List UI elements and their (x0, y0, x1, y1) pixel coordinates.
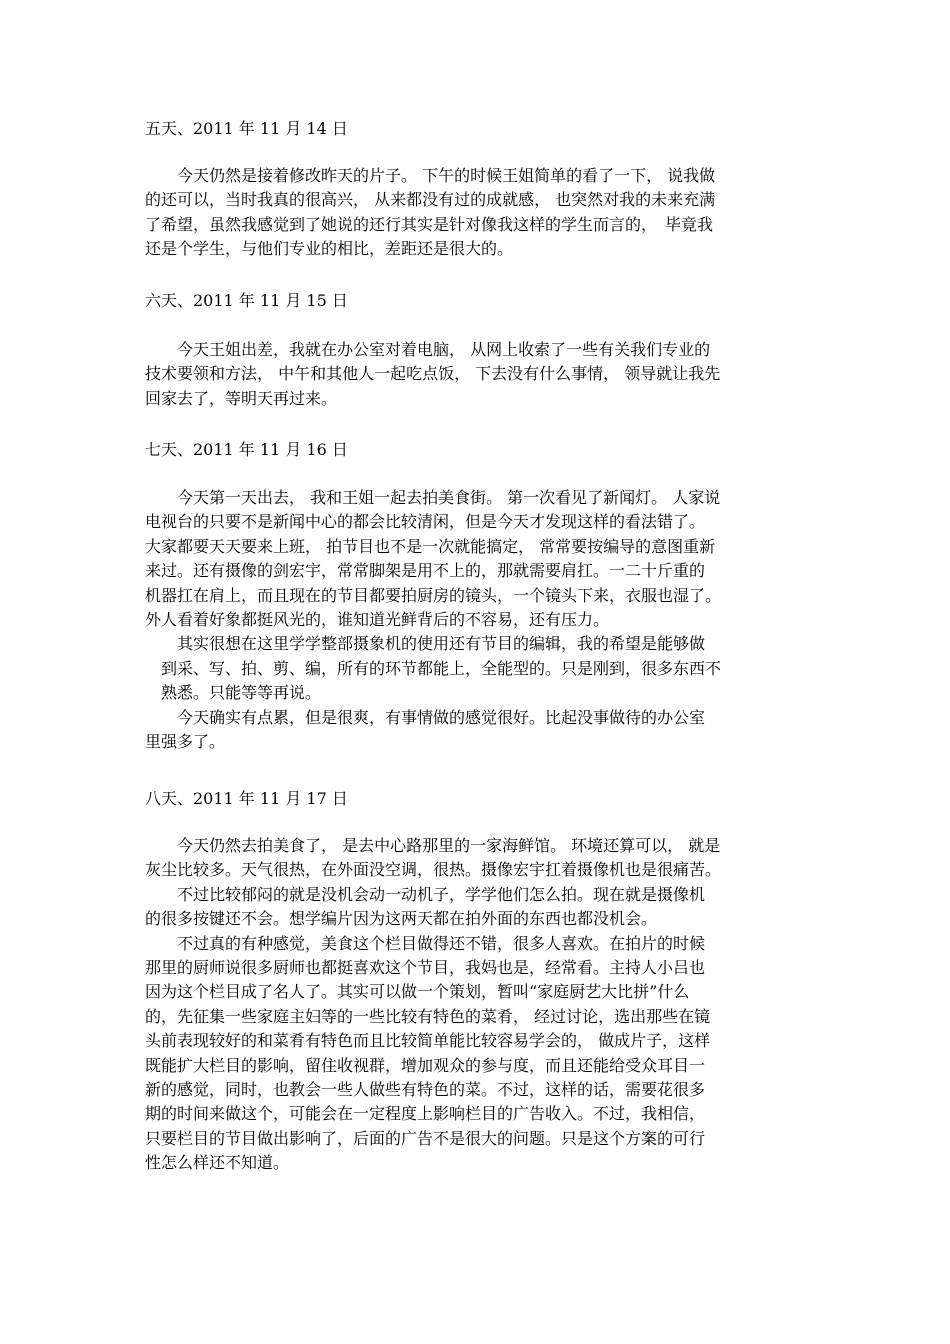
text-line: 不过比较郁闷的就是没机会动一动机子，学学他们怎么拍。现在就是摄像机 (145, 884, 706, 904)
text-line: 今天确实有点累，但是很爽，有事情做的感觉很好。比起没事做待的办公室 (145, 707, 706, 727)
text-line: 今天仍然是接着修改昨天的片子。 下午的时候王姐简单的看了一下， 说我做 (145, 166, 716, 185)
text-line: 到采、写、拍、剪、编，所有的环节都能上，全能型的。只是刚到，很多东西不 (145, 658, 722, 678)
entry-heading-day5: 五天、2011 年 11 月 14 日 (145, 119, 348, 138)
text-line: 的还可以，当时我真的很高兴， 从来都没有过的成就感， 也突然对我的未来充满 (145, 190, 716, 210)
text-line: 来过。还有摄像的剑宏宇，常常脚架是用不上的，那就需要肩扛。一二十斤重的 (145, 561, 706, 581)
text-line: 头前表现较好的和菜肴有特色而且比较简单能比较容易学会的， 做成片子，这样 (145, 1031, 711, 1051)
text-line: 灰尘比较多。天气很热，在外面没空调，很热。摄像宏宇扛着摄像机也是很痛苦。 (145, 860, 722, 880)
text-line: 的很多按键还不会。想学编片因为这两天都在拍外面的东西也都没机会。 (145, 909, 658, 929)
entry-heading-day6: 六天、2011 年 11 月 15 日 (145, 291, 348, 310)
text-line: 今天王姐出差，我就在办公室对着电脑， 从网上收索了一些有关我们专业的 (145, 340, 711, 359)
text-line: 大家都要天天要来上班， 拍节目也不是一次就能搞定， 常常要按编导的意图重新 (145, 536, 716, 556)
text-line: 只要栏目的节目做出影响了，后面的广告不是很大的问题。只是这个方案的可行 (145, 1128, 706, 1148)
text-line: 机器扛在肩上，而且现在的节目都要拍厨房的镜头，一个镜头下来，衣服也湿了。 (145, 585, 722, 605)
entry-body-day7 (145, 486, 810, 754)
text-line: 电视台的只要不是新闻中心的都会比较清闲，但是今天才发现这样的看法错了。 (145, 512, 706, 532)
text-line: 了希望，虽然我感觉到了她说的还行其实是针对像我这样的学生而言的， 毕竟我 (145, 214, 714, 234)
entry-body-day8 (145, 834, 810, 1176)
text-line: 新的感觉，同时，也教会一些人做些有特色的菜。不过，这样的话，需要花很多 (145, 1080, 706, 1100)
text-line: 的，先征集一些家庭主妇等的一些比较有特色的菜肴， 经过讨论，选出那些在镜 (145, 1006, 711, 1026)
text-line: 还是个学生，与他们专业的相比，差距还是很大的。 (145, 239, 514, 259)
entry-heading-day8: 八天、2011 年 11 月 17 日 (145, 789, 348, 808)
text-line: 熟悉。只能等等再说。 (145, 683, 322, 703)
text-line: 性怎么样还不知道。 (145, 1153, 290, 1173)
text-line: 今天第一天出去， 我和王姐一起去拍美食街。 第一次看见了新闻灯。 人家说 (145, 488, 721, 507)
text-line: 其实很想在这里学学整部摄象机的使用还有节目的编辑，我的希望是能够做 (145, 634, 706, 654)
text-line: 既能扩大栏目的影响，留住收视群，增加观众的参与度，而且还能给受众耳目一 (145, 1055, 706, 1075)
text-line: 因为这个栏目成了名人了。其实可以做一个策划，暂叫“家庭厨艺大比拼”什么 (145, 982, 690, 1002)
text-line: 技术要领和方法， 中午和其他人一起吃点饭， 下去没有什么事情， 领导就让我先 (145, 364, 721, 384)
entry-heading-day7: 七天、2011 年 11 月 16 日 (145, 440, 348, 459)
text-line: 里强多了。 (145, 732, 226, 752)
text-line: 期的时间来做这个，可能会在一定程度上影响栏目的广告收入。不过，我相信， (145, 1104, 706, 1124)
text-line: 外人看着好象都挺风光的，谁知道光鲜背后的不容易，还有压力。 (145, 610, 610, 630)
text-line: 回家去了，等明天再过来。 (145, 388, 338, 408)
text-line: 那里的厨师说很多厨师也都挺喜欢这个节目，我妈也是，经常看。主持人小吕也 (145, 958, 706, 978)
entry-body-day6 (145, 338, 810, 411)
text-line: 今天仍然去拍美食了， 是去中心路那里的一家海鲜馆。 环境还算可以， 就是 (145, 836, 721, 855)
text-line: 不过真的有种感觉，美食这个栏目做得还不错，很多人喜欢。在拍片的时候 (145, 933, 706, 953)
entry-body-day5 (145, 164, 810, 262)
